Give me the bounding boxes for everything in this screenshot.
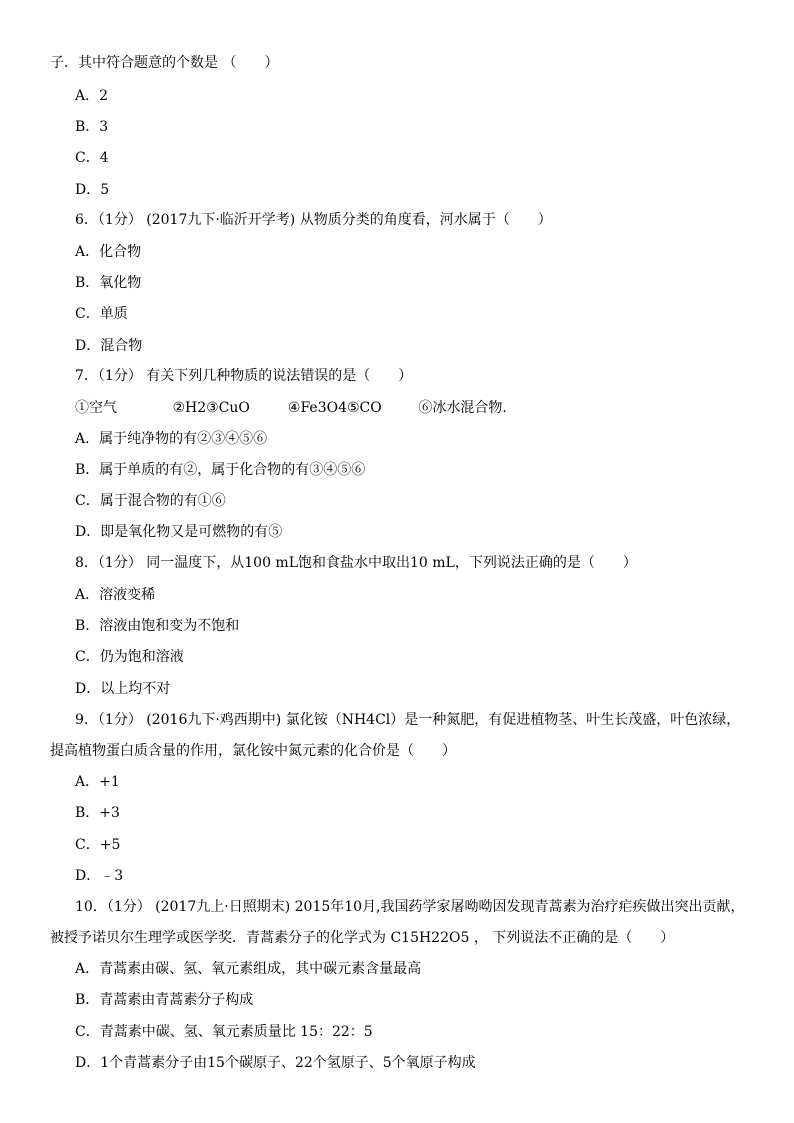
q10-stem-line-2: 被授予诺贝尔生理学或医学奖．青蒿素分子的化学式为 C15H22O5 ， 下列说法不正确的是（ ） (50, 930, 675, 946)
q8-option-d: D．以上均不对 (75, 681, 171, 697)
q6-option-c: C．单质 (75, 306, 128, 322)
q8-option-b: B．溶液由饱和变为不饱和 (75, 618, 240, 634)
q8-option-c: C．仍为饱和溶液 (75, 649, 184, 665)
q10-option-d: D．1个青蒿素分子由15个碳原子、22个氢原子、5个氧原子构成 (75, 1055, 476, 1071)
q6-option-b: B．氧化物 (75, 275, 142, 291)
q9-stem-line-1: 9．（1分） (2016九下·鸡西期中) 氯化铵（NH4Cl）是一种氮肥，有促进植物茎、叶生长茂盛，叶色浓绿， (75, 712, 741, 728)
q7-option-d: D．即是氧化物又是可燃物的有⑤ (75, 524, 283, 540)
q6-option-a: A．化合物 (75, 244, 142, 260)
q5-option-a: A．2 (75, 88, 109, 104)
q8-option-a: A．溶液变稀 (75, 587, 156, 603)
q9-option-c: C．+5 (75, 837, 121, 853)
q9-option-a: A．+1 (75, 774, 120, 790)
q7-stem: 7．（1分） 有关下列几种物质的说法错误的是（ ） (75, 368, 413, 384)
q9-option-b: B．+3 (75, 805, 120, 821)
q8-stem: 8．（1分） 同一温度下，从100 mL饱和食盐水中取出10 mL，下列说法正确的是（ ） (75, 555, 637, 571)
q7-option-b: B．属于单质的有②，属于化合物的有③④⑤⑥ (75, 462, 366, 478)
q10-option-a: A．青蒿素由碳、氢、氧元素组成，其中碳元素含量最高 (75, 961, 422, 977)
q9-option-d: D．﹣3 (75, 868, 124, 884)
q10-option-c: C．青蒿素中碳、氢、氧元素质量比 15：22：5 (75, 1024, 373, 1040)
q7-materials (75, 398, 516, 418)
q5-option-b: B．3 (75, 119, 109, 135)
q10-option-b: B．青蒿素由青蒿素分子构成 (75, 992, 254, 1008)
q7-material-3: ④Fe3O4⑤CO (287, 400, 382, 416)
q7-material-1: ①空气 (75, 400, 117, 416)
q9-stem-line-2: 提高植物蛋白质含量的作用，氯化铵中氮元素的化合价是（ ） (50, 743, 456, 759)
q6-stem: 6．（1分） (2017九下·临沂开学考) 从物质分类的角度看，河水属于（ ） (75, 212, 552, 228)
q7-option-c: C．属于混合物的有①⑥ (75, 493, 226, 509)
q7-option-a: A．属于纯净物的有②③④⑤⑥ (75, 431, 268, 447)
q10-stem-line-1: 10．（1分） (2017九上·日照期末) 2015年10月,我国药学家屠呦呦因发现青蒿素为治疗疟疾做出突出贡献， (75, 899, 745, 915)
q5-option-c: C．4 (75, 150, 109, 166)
q5-continuation-text: 子．其中符合题意的个数是 （ ） (50, 55, 279, 71)
q5-option-d: D．5 (75, 182, 110, 198)
q7-material-2: ②H2③CuO (172, 400, 250, 416)
q7-material-4: ⑥冰水混合物． (418, 400, 517, 416)
q6-option-d: D．混合物 (75, 338, 143, 354)
